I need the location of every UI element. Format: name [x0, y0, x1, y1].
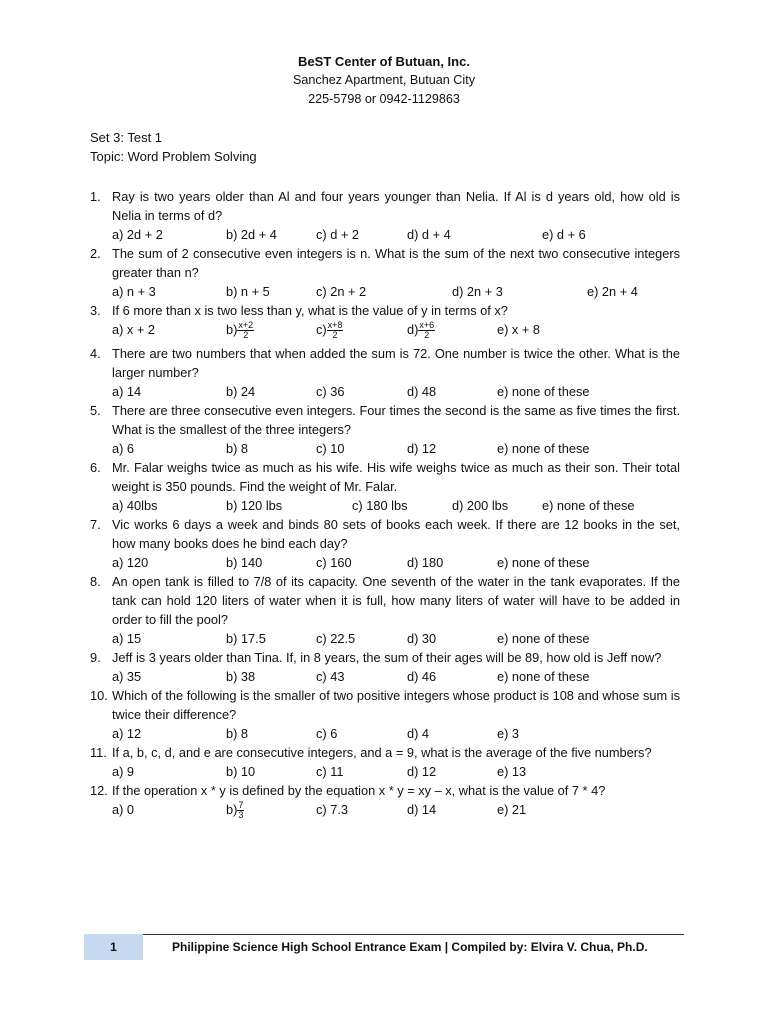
- choices-7: [112, 553, 680, 572]
- question-3: [90, 301, 680, 320]
- choice-d: d) 14: [407, 802, 437, 817]
- choices-11: [112, 762, 680, 781]
- question-number: 4.: [90, 346, 101, 361]
- choice-d: d) 30: [407, 631, 437, 646]
- question-7: [90, 515, 680, 553]
- question-list: [90, 187, 680, 826]
- choice-c: c) 7.3: [316, 802, 349, 817]
- question-text: There are three consecutive even integers. Four times the second is the same as five times the first. What is the smallest of the three integers?: [112, 403, 680, 437]
- question-number: 7.: [90, 517, 101, 532]
- choice-c: c) 160: [316, 555, 352, 570]
- choice-e: e) none of these: [497, 631, 590, 646]
- choice-c: c) 22.5: [316, 631, 356, 646]
- choice-b: b) $\frac{7}{3}$: [226, 800, 244, 821]
- choices-9: [112, 667, 680, 686]
- question-text: If a, b, c, d, and e are consecutive integers, and a = 9, what is the average of the five numbers?: [112, 745, 652, 760]
- set-label: Set 3: Test 1: [90, 130, 163, 145]
- choice-c: c) 36: [316, 384, 345, 399]
- choice-c: c) 6: [316, 726, 338, 741]
- choice-a: a) n + 3: [112, 284, 156, 299]
- choice-c: c) 180 lbs: [352, 498, 408, 513]
- question-number: 1.: [90, 189, 101, 204]
- document-header: [0, 52, 768, 109]
- test-meta: [90, 128, 257, 166]
- choice-d: d) 12: [407, 764, 437, 779]
- choice-e: e) 3: [497, 726, 520, 741]
- question-text: If 6 more than x is two less than y, what is the value of y in terms of x?: [112, 303, 508, 318]
- question-text: There are two numbers that when added the sum is 72. One number is twice the other. What is the larger number?: [112, 346, 680, 380]
- choice-b: b) 38: [226, 669, 256, 684]
- choice-a: a) 120: [112, 555, 149, 570]
- fraction: $\frac{x+8}{2}$: [327, 320, 343, 341]
- choice-a: a) 2d + 2: [112, 227, 163, 242]
- choice-a: a) 15: [112, 631, 142, 646]
- fraction: $\frac{x+2}{2}$: [238, 320, 254, 341]
- choice-e: e) x + 8: [497, 322, 541, 337]
- choice-b: b) 24: [226, 384, 256, 399]
- choice-c: c) $\frac{x+8}{2}$: [316, 320, 343, 341]
- choice-d: d) 46: [407, 669, 437, 684]
- choice-e: e) d + 6: [542, 227, 586, 242]
- choice-e: e) 21: [497, 802, 527, 817]
- choice-b: b) 8: [226, 726, 249, 741]
- question-12: [90, 781, 680, 800]
- choices-6: [112, 496, 680, 515]
- choices-3: [112, 320, 680, 344]
- choice-b: b) $\frac{x+2}{2}$: [226, 320, 254, 341]
- question-number: 5.: [90, 403, 101, 418]
- question-number: 12.: [90, 783, 108, 798]
- choice-b: b) 10: [226, 764, 256, 779]
- choices-10: [112, 724, 680, 743]
- question-4: [90, 344, 680, 382]
- choices-2: [112, 282, 680, 301]
- choice-b: b) 120 lbs: [226, 498, 283, 513]
- choice-e: e) 2n + 4: [587, 284, 638, 299]
- choice-b: b) 17.5: [226, 631, 266, 646]
- choice-a: a) 40lbs: [112, 498, 158, 513]
- question-number: 8.: [90, 574, 101, 589]
- choice-d: d) 48: [407, 384, 437, 399]
- question-text: Ray is two years older than Al and four years younger than Nelia. If Al is d years old, how old is Nelia in terms of d?: [112, 189, 680, 223]
- question-number: 6.: [90, 460, 101, 475]
- footer-text: Philippine Science High School Entrance Exam | Compiled by: Elvira V. Chua, Ph.D.: [172, 940, 648, 954]
- question-number: 2.: [90, 246, 101, 261]
- choice-d: d) d + 4: [407, 227, 451, 242]
- choices-12: [112, 800, 680, 826]
- choice-d: d) $\frac{x+6}{2}$: [407, 320, 435, 341]
- question-text: The sum of 2 consecutive even integers is n. What is the sum of the next two consecutive integers greater than n?: [112, 246, 680, 280]
- choice-a: a) 0: [112, 802, 135, 817]
- choice-c: c) 2n + 2: [316, 284, 367, 299]
- choice-c: c) d + 2: [316, 227, 360, 242]
- question-11: [90, 743, 680, 762]
- question-1: [90, 187, 680, 225]
- choice-a: a) 6: [112, 441, 135, 456]
- choice-c: c) 10: [316, 441, 345, 456]
- choice-b: b) 140: [226, 555, 263, 570]
- question-text: Jeff is 3 years older than Tina. If, in 8 years, the sum of their ages will be 89, how old is Jeff now?: [112, 650, 662, 665]
- question-8: [90, 572, 680, 629]
- question-number: 3.: [90, 303, 101, 318]
- choice-a: a) 12: [112, 726, 142, 741]
- topic-label: Topic: Word Problem Solving: [90, 149, 257, 164]
- question-6: [90, 458, 680, 496]
- question-5: [90, 401, 680, 439]
- choice-e: e) none of these: [497, 669, 590, 684]
- school-address: Sanchez Apartment, Butuan City: [292, 73, 475, 87]
- choice-c: c) 11: [316, 764, 344, 779]
- choice-a: a) x + 2: [112, 322, 156, 337]
- choices-5: [112, 439, 680, 458]
- choice-d: d) 200 lbs: [452, 498, 509, 513]
- question-number: 11.: [90, 745, 107, 760]
- question-9: [90, 648, 680, 667]
- question-number: 10.: [90, 688, 108, 703]
- choice-a: a) 14: [112, 384, 142, 399]
- choice-c: c) 43: [316, 669, 345, 684]
- choice-d: d) 2n + 3: [452, 284, 503, 299]
- choice-a: a) 9: [112, 764, 135, 779]
- choices-1: [112, 225, 680, 244]
- question-text: Which of the following is the smaller of two positive integers whose product is 108 and whose sum is twice their difference?: [112, 688, 680, 722]
- choice-d: d) 4: [407, 726, 430, 741]
- school-phone: 225-5798 or 0942-1129863: [308, 92, 460, 106]
- question-2: [90, 244, 680, 282]
- choice-e: e) none of these: [497, 555, 590, 570]
- choices-4: [112, 382, 680, 401]
- choice-b: b) 8: [226, 441, 249, 456]
- question-text: An open tank is filled to 7/8 of its capacity. One seventh of the water in the tank evaporates. If the tank can hold 120 liters of water when it is full, how many liters of water will have to be added in order to fill the pool?: [112, 574, 680, 627]
- choice-d: d) 180: [407, 555, 444, 570]
- choice-b: b) 2d + 4: [226, 227, 277, 242]
- choice-b: b) n + 5: [226, 284, 270, 299]
- school-name: BeST Center of Butuan, Inc.: [298, 54, 470, 69]
- fraction: $\frac{x+6}{2}$: [419, 320, 435, 341]
- fraction: $\frac{7}{3}$: [238, 800, 244, 821]
- question-text: Vic works 6 days a week and binds 80 sets of books each week. If there are 12 books in the set, how many books does he bind each day?: [112, 517, 680, 551]
- question-number: 9.: [90, 650, 101, 665]
- choice-e: e) none of these: [497, 384, 590, 399]
- question-text: Mr. Falar weighs twice as much as his wife. His wife weighs twice as much as their son. Their total weight is 350 pounds. Find the weight of Mr. Falar.: [112, 460, 680, 494]
- choice-e: e) none of these: [497, 441, 590, 456]
- choices-8: [112, 629, 680, 648]
- choice-e: e) 13: [497, 764, 527, 779]
- question-text: If the operation x * y is defined by the equation x * y = xy – x, what is the value of 7 * 4?: [112, 783, 606, 798]
- choice-a: a) 35: [112, 669, 142, 684]
- page-number: 1: [84, 934, 143, 960]
- choice-d: d) 12: [407, 441, 437, 456]
- question-10: [90, 686, 680, 724]
- choice-e: e) none of these: [542, 498, 635, 513]
